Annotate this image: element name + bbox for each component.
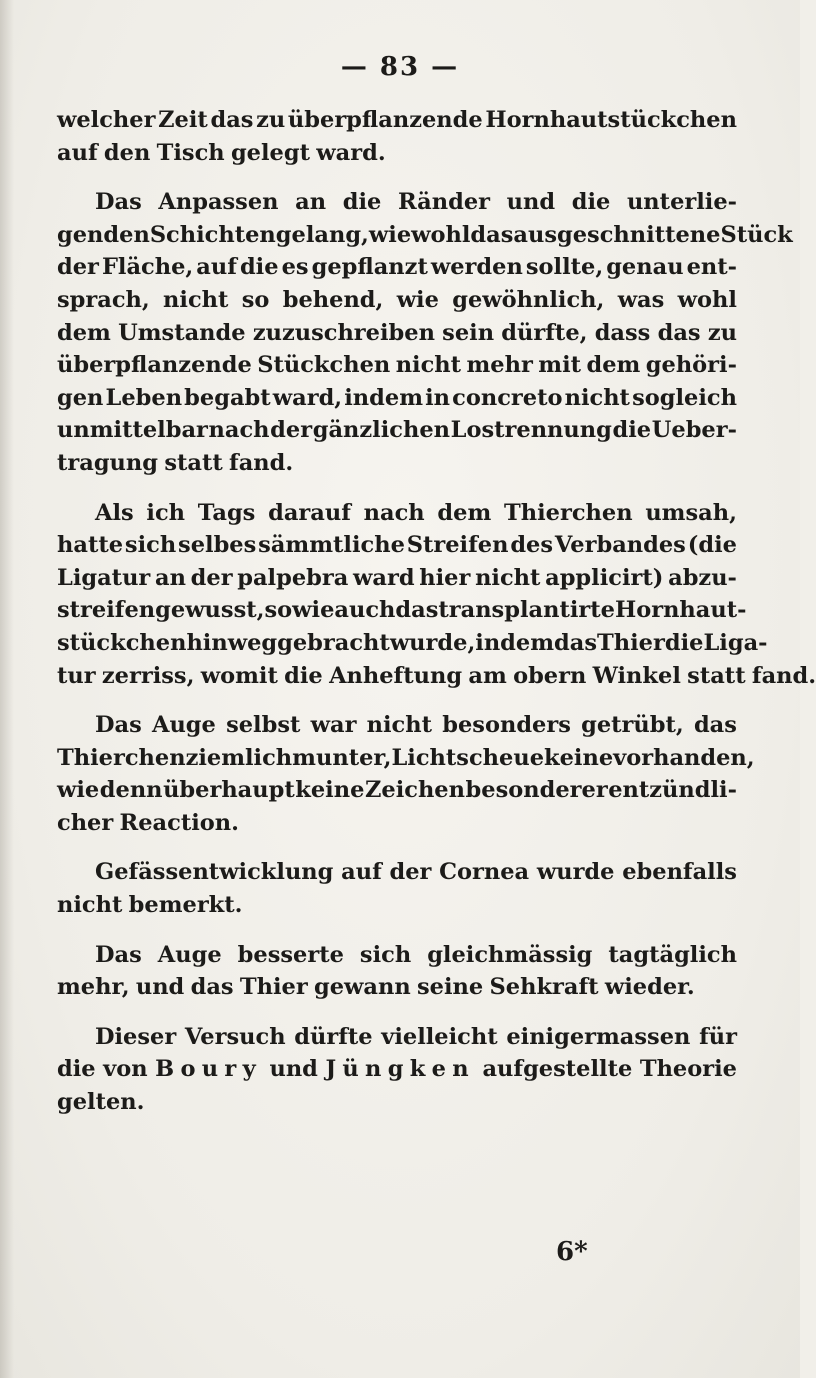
word: welcher (57, 107, 156, 133)
word: überpflanzende (57, 352, 252, 379)
word: das (657, 319, 701, 346)
word: besonderer (465, 777, 608, 804)
word: stückchen (57, 629, 187, 656)
word: des (510, 532, 554, 559)
word: besonders (442, 712, 571, 739)
word: palpebra (237, 564, 349, 591)
word: hatte (57, 532, 124, 559)
text-line (57, 627, 768, 660)
word: dem (586, 352, 641, 379)
word: Lichtscheue (391, 744, 545, 771)
word: der (190, 564, 233, 591)
text-line (57, 807, 737, 840)
word: von (103, 1056, 148, 1083)
word: einigermassen (506, 1023, 691, 1050)
word: Das (95, 941, 142, 968)
word: auf (196, 254, 237, 281)
body-text (57, 104, 816, 1119)
word: gelegt (230, 139, 310, 166)
word: bemerkt. (128, 892, 243, 919)
word: denn (99, 777, 163, 804)
word: die (57, 1056, 96, 1083)
word: (die (687, 532, 737, 559)
text-line (57, 856, 737, 889)
word: Boury (155, 1056, 262, 1083)
word: überhaupt (163, 777, 295, 804)
word: Gefässentwicklung (95, 859, 334, 886)
word: der (270, 417, 313, 444)
word: sollte, (525, 254, 604, 281)
paragraph (57, 104, 737, 169)
word: an (155, 564, 186, 591)
word: gleichmässig (427, 941, 593, 968)
text-line (57, 104, 737, 137)
word: Schichten (149, 221, 276, 248)
word: applicirt) (545, 564, 664, 591)
word: womit (200, 662, 278, 689)
text-line (57, 219, 793, 252)
word: sich (124, 532, 177, 559)
word: dürfte (294, 1023, 373, 1050)
word: ziemlich (185, 744, 293, 771)
word: sogleich (632, 384, 737, 411)
paragraph-gap (57, 692, 737, 709)
word: Tags (197, 499, 256, 526)
text-line (57, 660, 816, 693)
word: Liga- (703, 629, 768, 656)
word: abzu- (668, 564, 737, 591)
word: Leben (105, 384, 183, 411)
word: mit (538, 352, 582, 379)
word: Verbandes (554, 532, 686, 559)
word: sich (359, 941, 412, 968)
word: ward, (272, 384, 343, 411)
word: dem (57, 319, 111, 346)
text-line (57, 594, 747, 627)
word: so (241, 286, 270, 313)
word: das (470, 221, 514, 248)
paragraph (57, 186, 793, 479)
text-line (57, 529, 737, 562)
text-line (57, 562, 737, 595)
word: die (239, 254, 279, 281)
text-line (57, 1021, 737, 1054)
word: die (664, 629, 704, 656)
word: Hornhaut- (614, 597, 747, 624)
word: nicht (395, 352, 462, 379)
word: ent- (686, 254, 737, 281)
word: Ligatur (57, 564, 151, 591)
word: nicht (163, 286, 229, 313)
word: Thier (597, 629, 665, 656)
word: für (699, 1023, 737, 1050)
word: nicht (57, 892, 123, 919)
word: aufgestellte (482, 1056, 633, 1083)
word: Anpassen (158, 189, 279, 216)
word: Auge (157, 941, 222, 968)
text-line (57, 1086, 737, 1119)
paragraph (57, 939, 737, 1004)
word: tragung (57, 449, 159, 476)
word: Thierchen (504, 499, 633, 526)
word: Thier (239, 974, 308, 1001)
word: zuzuschreiben (252, 319, 435, 346)
word: wie (57, 777, 100, 804)
text-line (57, 774, 737, 807)
word: mehr, (57, 974, 130, 1001)
word: statt (687, 662, 746, 689)
paragraph (57, 1021, 737, 1119)
word: ausgeschnittene (513, 221, 721, 248)
word: umsah, (645, 499, 737, 526)
paragraph (57, 709, 755, 839)
text-line (57, 251, 737, 284)
word: Stück (720, 221, 793, 248)
word: statt (164, 449, 223, 476)
word: obern (513, 662, 587, 689)
word: auch (334, 597, 396, 624)
word: transplantirte (438, 597, 615, 624)
word: dass (594, 319, 651, 346)
word: Das (95, 189, 142, 216)
word: Sehkraft (489, 974, 599, 1001)
word: das (395, 597, 439, 624)
word: vorhanden, (613, 744, 755, 771)
word: Versuch (184, 1023, 286, 1050)
word: am (468, 662, 507, 689)
word: sprach, (57, 286, 150, 313)
word: Ueber- (651, 417, 737, 444)
word: indem (475, 629, 555, 656)
word: nach (363, 499, 425, 526)
word: nicht (475, 564, 541, 591)
word: entzündli- (608, 777, 737, 804)
word: begabt (184, 384, 271, 411)
word: die (342, 189, 382, 216)
word: gepflanzt (311, 254, 428, 281)
word: Streifen (406, 532, 509, 559)
word: gewöhnlich, (452, 286, 605, 313)
word: Umstande (118, 319, 246, 346)
word: gelten. (57, 1089, 145, 1116)
word: wie (396, 286, 439, 313)
page-number-header: — 83 — (340, 52, 460, 82)
word: in (425, 384, 451, 411)
text-line (57, 447, 737, 480)
page-edge-shadow (0, 0, 14, 1378)
word: Anheftung (329, 662, 463, 689)
word: tur (57, 662, 96, 689)
word: wurde, (389, 629, 476, 656)
word: indem (344, 384, 424, 411)
word: wiewohl (368, 221, 471, 248)
word: an (295, 189, 327, 216)
word: nach (208, 417, 270, 444)
word: gänzlichen (312, 417, 450, 444)
word: genden (57, 221, 150, 248)
word: nicht (564, 384, 630, 411)
word: streifen (57, 597, 156, 624)
paragraph-gap (57, 480, 737, 497)
word: mehr (466, 352, 533, 379)
signature-mark: 6* (556, 1237, 588, 1267)
text-line (57, 971, 737, 1004)
word: getrübt, (581, 712, 684, 739)
word: zerriss, (101, 662, 195, 689)
paragraph-gap (57, 922, 737, 939)
word: es (281, 254, 309, 281)
word: genau (606, 254, 684, 281)
word: Ränder (397, 189, 491, 216)
word: sämmtliche (258, 532, 405, 559)
word: Stückchen (257, 352, 391, 379)
word: nicht (366, 712, 433, 739)
word: Tisch (156, 139, 225, 166)
word: das (210, 107, 254, 133)
word: den (103, 139, 151, 166)
word: die (571, 189, 611, 216)
word: Zeichen (364, 777, 465, 804)
word: selbst (226, 712, 301, 739)
text-line (57, 939, 737, 972)
word: zu (707, 319, 737, 346)
word: keine (295, 777, 365, 804)
word: Das (95, 712, 142, 739)
text-line (57, 709, 737, 742)
word: concreto (452, 384, 563, 411)
word: auf (57, 139, 98, 166)
word: Winkel (592, 662, 681, 689)
word: hinweggebracht (186, 629, 390, 656)
word: wurde (536, 859, 615, 886)
word: gewusst, (155, 597, 265, 624)
word: behend, (282, 286, 384, 313)
word: zu (256, 107, 286, 133)
text-line (57, 742, 755, 775)
word: seine (417, 974, 484, 1001)
word: was (617, 286, 665, 313)
word: vielleicht (381, 1023, 498, 1050)
word: Cornea (439, 859, 530, 886)
word: keine (544, 744, 614, 771)
text-line (57, 186, 737, 219)
word: Als (95, 499, 134, 526)
word: hier (419, 564, 471, 591)
word: die (284, 662, 323, 689)
word: und (506, 189, 556, 216)
word: gelang, (275, 221, 369, 248)
word: unmittelbar (57, 417, 208, 444)
word: Auge (151, 712, 216, 739)
word: fand. (229, 449, 294, 476)
word: ebenfalls (622, 859, 737, 886)
word: Reaction. (119, 809, 239, 836)
word: Thierchen (57, 744, 186, 771)
word: wieder. (604, 974, 695, 1001)
word: sowie (264, 597, 335, 624)
word: die (612, 417, 652, 444)
word: werden (430, 254, 523, 281)
word: das (190, 974, 234, 1001)
word: der (389, 859, 432, 886)
text-line (57, 1053, 737, 1086)
text-line (57, 137, 737, 170)
paragraph-gap (57, 839, 737, 856)
word: das (554, 629, 598, 656)
text-line (57, 382, 737, 415)
word: war (310, 712, 357, 739)
word: sein (442, 319, 495, 346)
word: ward. (316, 139, 386, 166)
word: ward (353, 564, 415, 591)
word: Dieser (95, 1023, 177, 1050)
word: unterlie- (626, 189, 737, 216)
paragraph-gap (57, 1004, 737, 1021)
word: das (693, 712, 737, 739)
word: besserte (237, 941, 344, 968)
word: dem (437, 499, 492, 526)
paragraph-gap (57, 169, 737, 186)
word: gen (57, 384, 104, 411)
word: Theorie (639, 1056, 737, 1083)
word: Zeit (158, 107, 208, 133)
word: tagtäglich (608, 941, 737, 968)
word: auf (341, 859, 382, 886)
word: darauf (268, 499, 351, 526)
word: gehöri- (645, 352, 737, 379)
word: selbes (178, 532, 257, 559)
text-line (57, 284, 737, 317)
word: überpflanzende (287, 107, 483, 133)
text-line (57, 349, 737, 382)
word: gewann (314, 974, 411, 1001)
text-line (57, 497, 737, 530)
word: Lostrennung (450, 417, 612, 444)
paragraph (57, 856, 737, 921)
word: der (57, 254, 99, 281)
text-line (57, 414, 737, 447)
word: Fläche, (101, 254, 194, 281)
word: und (269, 1056, 318, 1083)
paragraph (57, 497, 816, 693)
word: und (135, 974, 185, 1001)
word: munter, (292, 744, 392, 771)
word: ich (146, 499, 186, 526)
text-line (57, 317, 737, 350)
word: cher (57, 809, 114, 836)
word: dürfte, (501, 319, 588, 346)
text-line (57, 889, 737, 922)
word: wohl (677, 286, 737, 313)
word: fand. (751, 662, 816, 689)
word: Jüngken (325, 1056, 475, 1083)
word: Hornhautstückchen (485, 107, 737, 133)
